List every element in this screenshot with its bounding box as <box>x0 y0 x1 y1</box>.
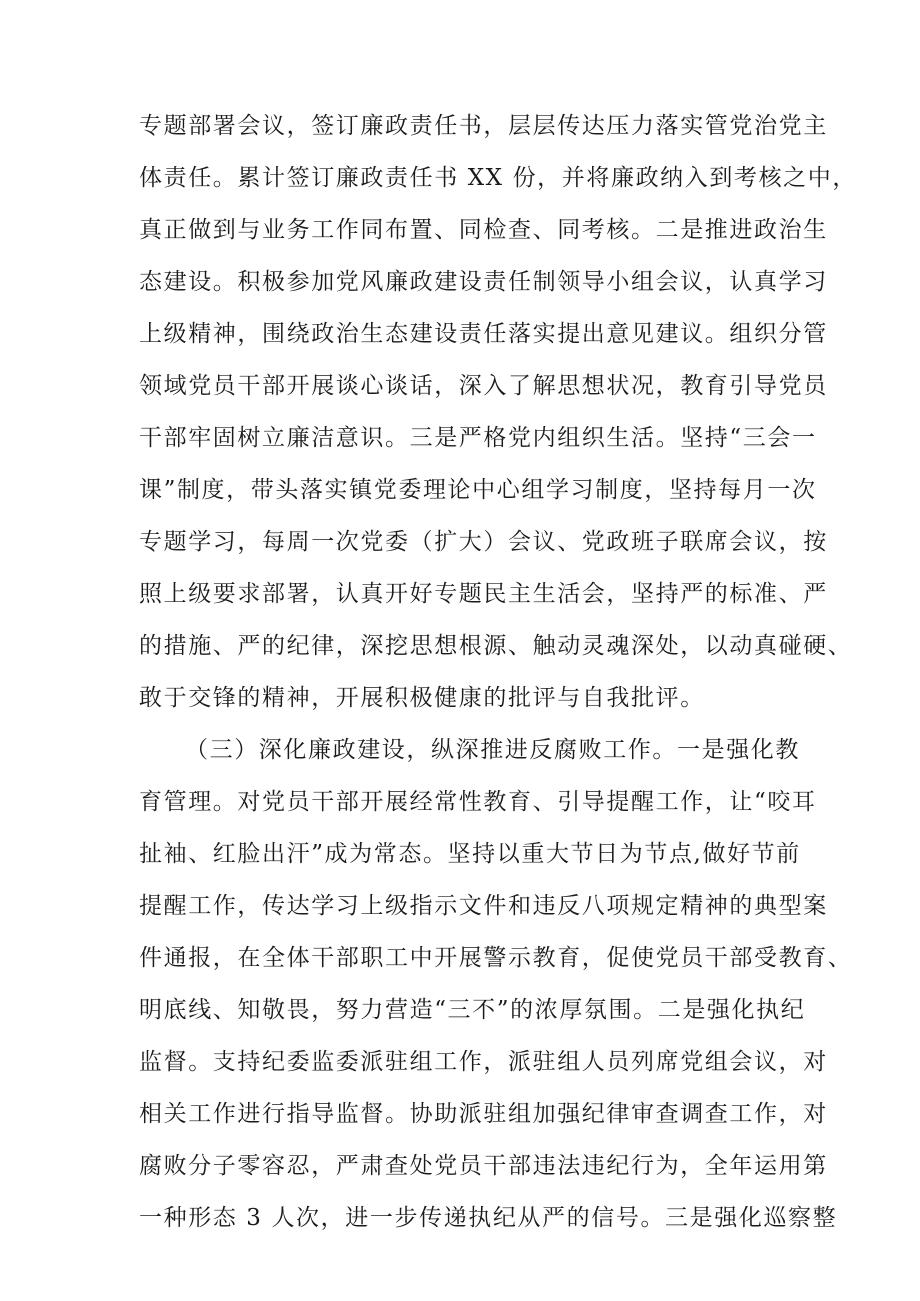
text-line: 干部牢固树立廉洁意识。三是严格党内组织生活。坚持“三会一 <box>139 425 817 451</box>
text-line: 课”制度，带头落实镇党委理论中心组学习制度，坚持每月一次 <box>139 477 817 503</box>
text-line: 腐败分子零容忍，严肃查处党员干部违法违纪行为，全年运用第 <box>139 1153 828 1179</box>
text-line: 监督。支持纪委监委派驻组工作，派驻组人员列席党组会议，对 <box>139 1049 828 1075</box>
text-line: 的措施、严的纪律，深挖思想根源、触动灵魂深处，以动真碰硬、 <box>139 633 853 659</box>
text-line: 体责任。累计签订廉政责任书 XX 份，并将廉政纳入到考核之中， <box>139 165 857 191</box>
text-line: 敢于交锋的精神，开展积极健康的批评与自我批评。 <box>139 685 705 711</box>
text-line: 专题部署会议，签订廉政责任书，层层传达压力落实管党治党主 <box>139 113 828 139</box>
text-line: 扯袖、红脸出汗”成为常态。坚持以重大节日为节点,做好节前 <box>139 841 801 867</box>
text-line: 件通报，在全体干部职工中开展警示教育，促使党员干部受教育、 <box>139 945 853 971</box>
text-line: 专题学习，每周一次党委（扩大）会议、党政班子联席会议，按 <box>139 529 828 555</box>
text-line: 照上级要求部署，认真开好专题民主生活会，坚持严的标准、严 <box>139 581 828 607</box>
section-heading-line: （三）深化廉政建设，纵深推进反腐败工作。一是强化教 <box>185 737 800 763</box>
text-line: 育管理。对党员干部开展经常性教育、引导提醒工作，让“咬耳 <box>139 789 817 815</box>
text-line: 态建设。积极参加党风廉政建设责任制领导小组会议，认真学习 <box>139 269 828 295</box>
text-line: 一种形态 3 人次，进一步传递执纪从严的信号。三是强化巡察整 <box>139 1205 838 1231</box>
text-line: 真正做到与业务工作同布置、同检查、同考核。二是推进政治生 <box>139 217 828 243</box>
text-line: 提醒工作，传达学习上级指示文件和违反八项规定精神的典型案 <box>139 893 828 919</box>
text-line: 领域党员干部开展谈心谈话，深入了解思想状况，教育引导党员 <box>139 373 828 399</box>
text-line: 明底线、知敬畏，努力营造“三不”的浓厚氛围。二是强化执纪 <box>139 997 806 1023</box>
text-line: 上级精神，围绕政治生态建设责任落实提出意见建议。组织分管 <box>139 321 828 347</box>
text-line: 相关工作进行指导监督。协助派驻组加强纪律审查调查工作，对 <box>139 1101 828 1127</box>
